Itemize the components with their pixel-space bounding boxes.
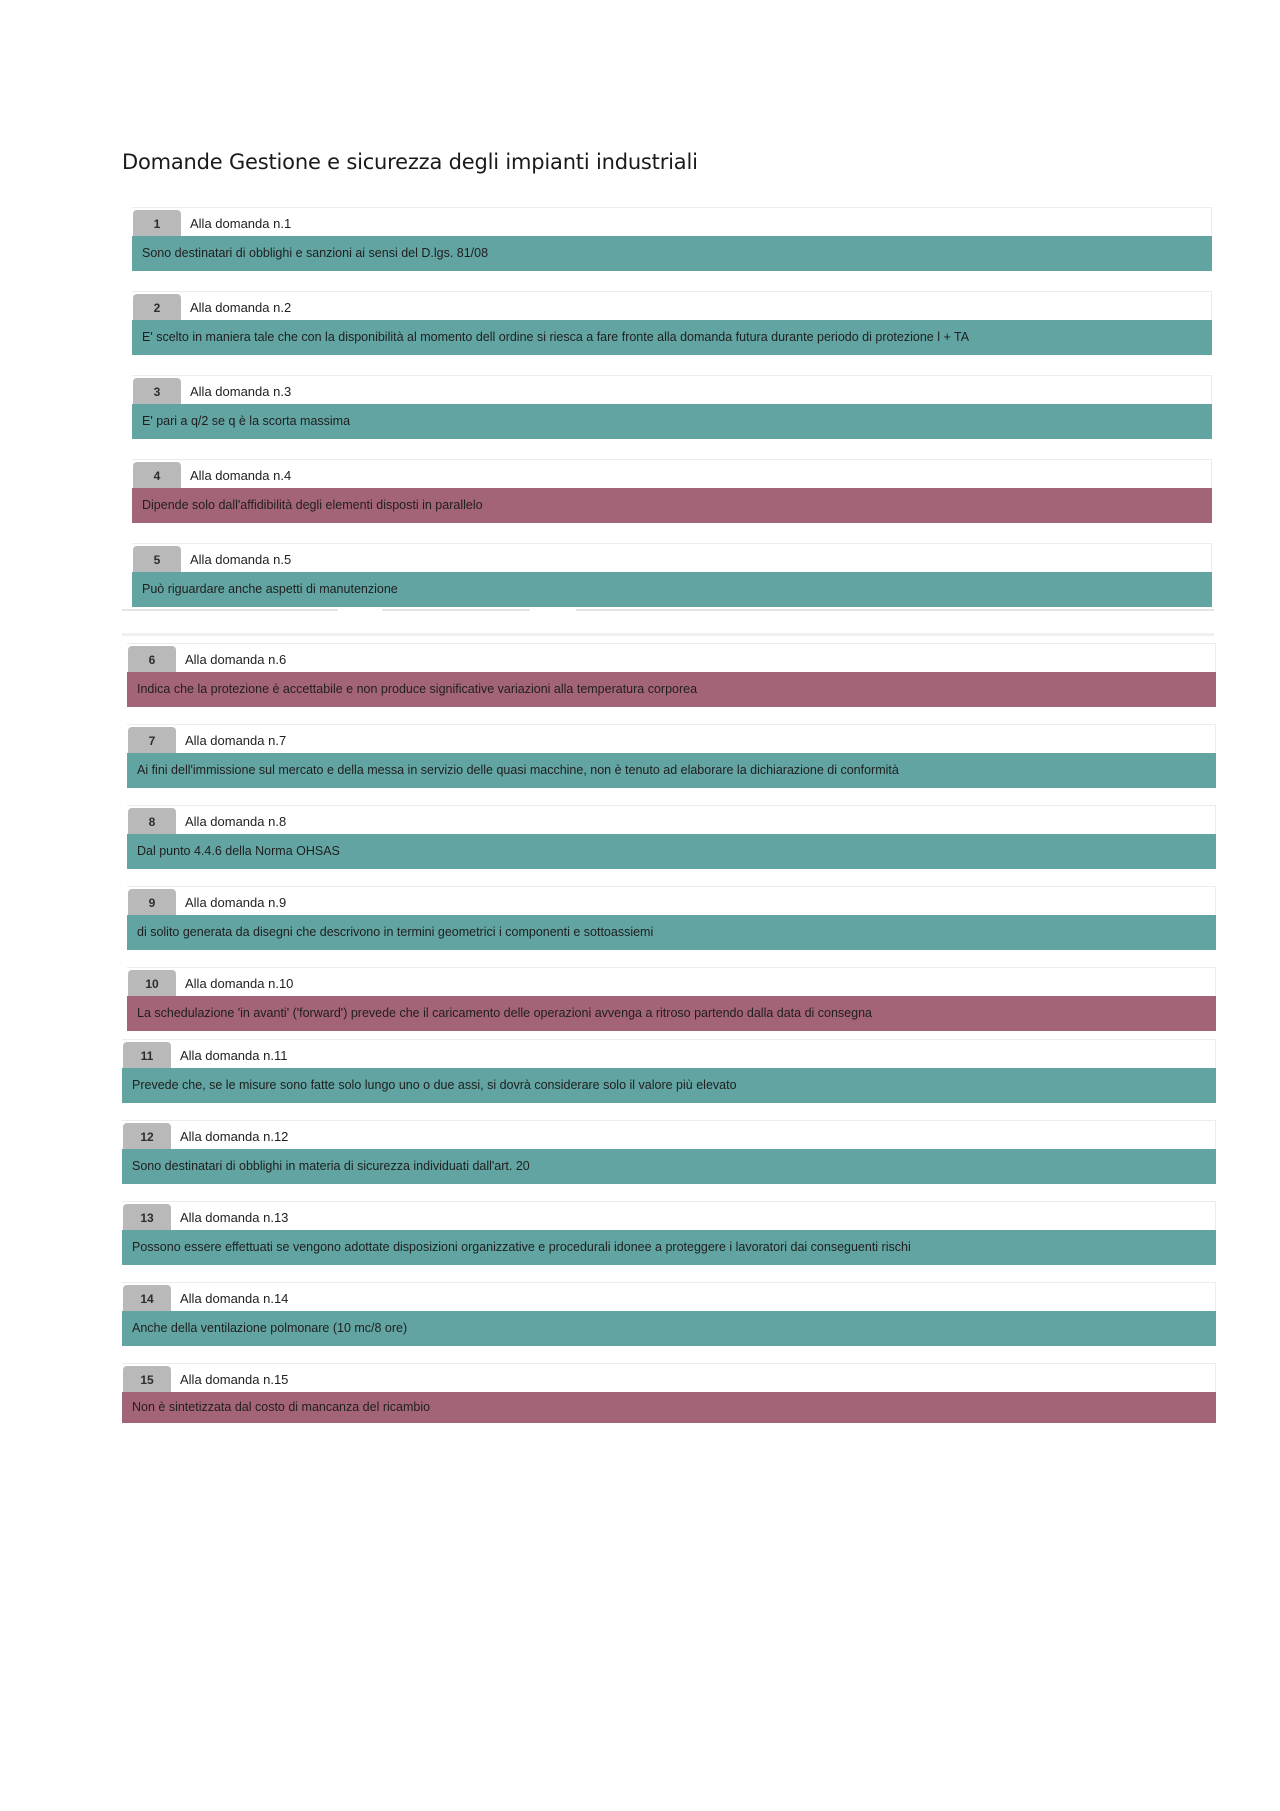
question-number-badge: 3 bbox=[133, 378, 181, 405]
question-header bbox=[132, 375, 1212, 404]
question-header bbox=[132, 543, 1212, 572]
answer-correct: Sono destinatari di obblighi in materia di sicurezza individuati dall'art. 20 bbox=[122, 1149, 1216, 1184]
list-item bbox=[122, 1363, 1216, 1423]
answer-correct: E' pari a q/2 se q è la scorta massima bbox=[132, 404, 1212, 439]
question-label: Alla domanda n.14 bbox=[180, 1291, 289, 1306]
list-item bbox=[132, 207, 1212, 271]
question-header bbox=[127, 643, 1216, 672]
list-item bbox=[127, 724, 1216, 788]
answer-wrong: Non è sintetizzata dal costo di mancanza del ricambio bbox=[122, 1392, 1216, 1423]
answer-correct: Può riguardare anche aspetti di manutenzione bbox=[132, 572, 1212, 607]
list-item bbox=[132, 543, 1212, 607]
page-title: Domande Gestione e sicurezza degli impianti industriali bbox=[122, 150, 698, 174]
question-number-badge: 1 bbox=[133, 210, 181, 237]
answer-correct: Possono essere effettuati se vengono adottate disposizioni organizzative e procedurali idonee a proteggere i lavoratori dai conseguenti rischi bbox=[122, 1230, 1216, 1265]
list-item bbox=[122, 1120, 1216, 1184]
answer-correct: di solito generata da disegni che descrivono in termini geometrici i componenti e sottoassiemi bbox=[127, 915, 1216, 950]
answer-correct: Sono destinatari di obblighi e sanzioni ai sensi del D.lgs. 81/08 bbox=[132, 236, 1212, 271]
question-label: Alla domanda n.11 bbox=[180, 1048, 288, 1063]
question-label: Alla domanda n.2 bbox=[190, 300, 292, 315]
question-label: Alla domanda n.3 bbox=[190, 384, 292, 399]
question-number-badge: 5 bbox=[133, 546, 181, 573]
question-number-badge: 7 bbox=[128, 727, 176, 754]
question-header bbox=[132, 291, 1212, 320]
question-number-badge: 2 bbox=[133, 294, 181, 321]
answer-correct: Prevede che, se le misure sono fatte solo lungo uno o due assi, si dovrà considerare solo il valore più elevato bbox=[122, 1068, 1216, 1103]
section-divider bbox=[122, 609, 1214, 611]
question-number-badge: 8 bbox=[128, 808, 176, 835]
question-header bbox=[122, 1282, 1216, 1311]
question-label: Alla domanda n.5 bbox=[190, 552, 292, 567]
question-label: Alla domanda n.9 bbox=[185, 895, 287, 910]
list-item bbox=[122, 1201, 1216, 1265]
question-header bbox=[122, 1363, 1216, 1392]
question-label: Alla domanda n.12 bbox=[180, 1129, 289, 1144]
question-label: Alla domanda n.15 bbox=[180, 1372, 289, 1387]
question-label: Alla domanda n.10 bbox=[185, 976, 294, 991]
question-label: Alla domanda n.1 bbox=[190, 216, 292, 231]
question-label: Alla domanda n.13 bbox=[180, 1210, 289, 1225]
question-label: Alla domanda n.6 bbox=[185, 652, 287, 667]
list-item bbox=[122, 1282, 1216, 1346]
list-item bbox=[127, 967, 1216, 1031]
section-divider bbox=[122, 633, 1214, 636]
list-item bbox=[132, 291, 1212, 355]
question-number-badge: 15 bbox=[123, 1366, 171, 1393]
question-header bbox=[127, 886, 1216, 915]
question-number-badge: 11 bbox=[123, 1042, 171, 1069]
question-number-badge: 6 bbox=[128, 646, 176, 673]
answer-correct: Anche della ventilazione polmonare (10 mc/8 ore) bbox=[122, 1311, 1216, 1346]
answer-wrong: Dipende solo dall'affidibilità degli elementi disposti in parallelo bbox=[132, 488, 1212, 523]
answer-correct: Dal punto 4.4.6 della Norma OHSAS bbox=[127, 834, 1216, 869]
answer-wrong: Indica che la protezione è accettabile e non produce significative variazioni alla temperatura corporea bbox=[127, 672, 1216, 707]
question-header bbox=[127, 724, 1216, 753]
question-header bbox=[122, 1120, 1216, 1149]
list-item bbox=[132, 459, 1212, 523]
question-header bbox=[132, 207, 1212, 236]
divider-gap bbox=[338, 609, 382, 611]
list-item bbox=[132, 375, 1212, 439]
answer-wrong: La schedulazione 'in avanti' ('forward') prevede che il caricamento delle operazioni avvenga a ritroso partendo dalla data di consegna bbox=[127, 996, 1216, 1031]
list-item bbox=[127, 886, 1216, 950]
answer-correct: Ai fini dell'immissione sul mercato e della messa in servizio delle quasi macchine, non è tenuto ad elaborare la dichiarazione di conformità bbox=[127, 753, 1216, 788]
list-item bbox=[127, 643, 1216, 707]
question-number-badge: 4 bbox=[133, 462, 181, 489]
question-label: Alla domanda n.8 bbox=[185, 814, 287, 829]
question-number-badge: 9 bbox=[128, 889, 176, 916]
question-label: Alla domanda n.7 bbox=[185, 733, 287, 748]
question-label: Alla domanda n.4 bbox=[190, 468, 292, 483]
question-header bbox=[122, 1201, 1216, 1230]
list-item bbox=[127, 805, 1216, 869]
question-number-badge: 13 bbox=[123, 1204, 171, 1231]
question-header bbox=[132, 459, 1212, 488]
question-number-badge: 14 bbox=[123, 1285, 171, 1312]
question-number-badge: 12 bbox=[123, 1123, 171, 1150]
list-item bbox=[122, 1039, 1216, 1103]
question-header bbox=[127, 967, 1216, 996]
answer-correct: E' scelto in maniera tale che con la disponibilità al momento dell ordine si riesca a fare fronte alla domanda futura durante periodo di protezione l + TA bbox=[132, 320, 1212, 355]
question-header bbox=[127, 805, 1216, 834]
question-number-badge: 10 bbox=[128, 970, 176, 997]
question-header bbox=[122, 1039, 1216, 1068]
divider-gap bbox=[530, 609, 576, 611]
